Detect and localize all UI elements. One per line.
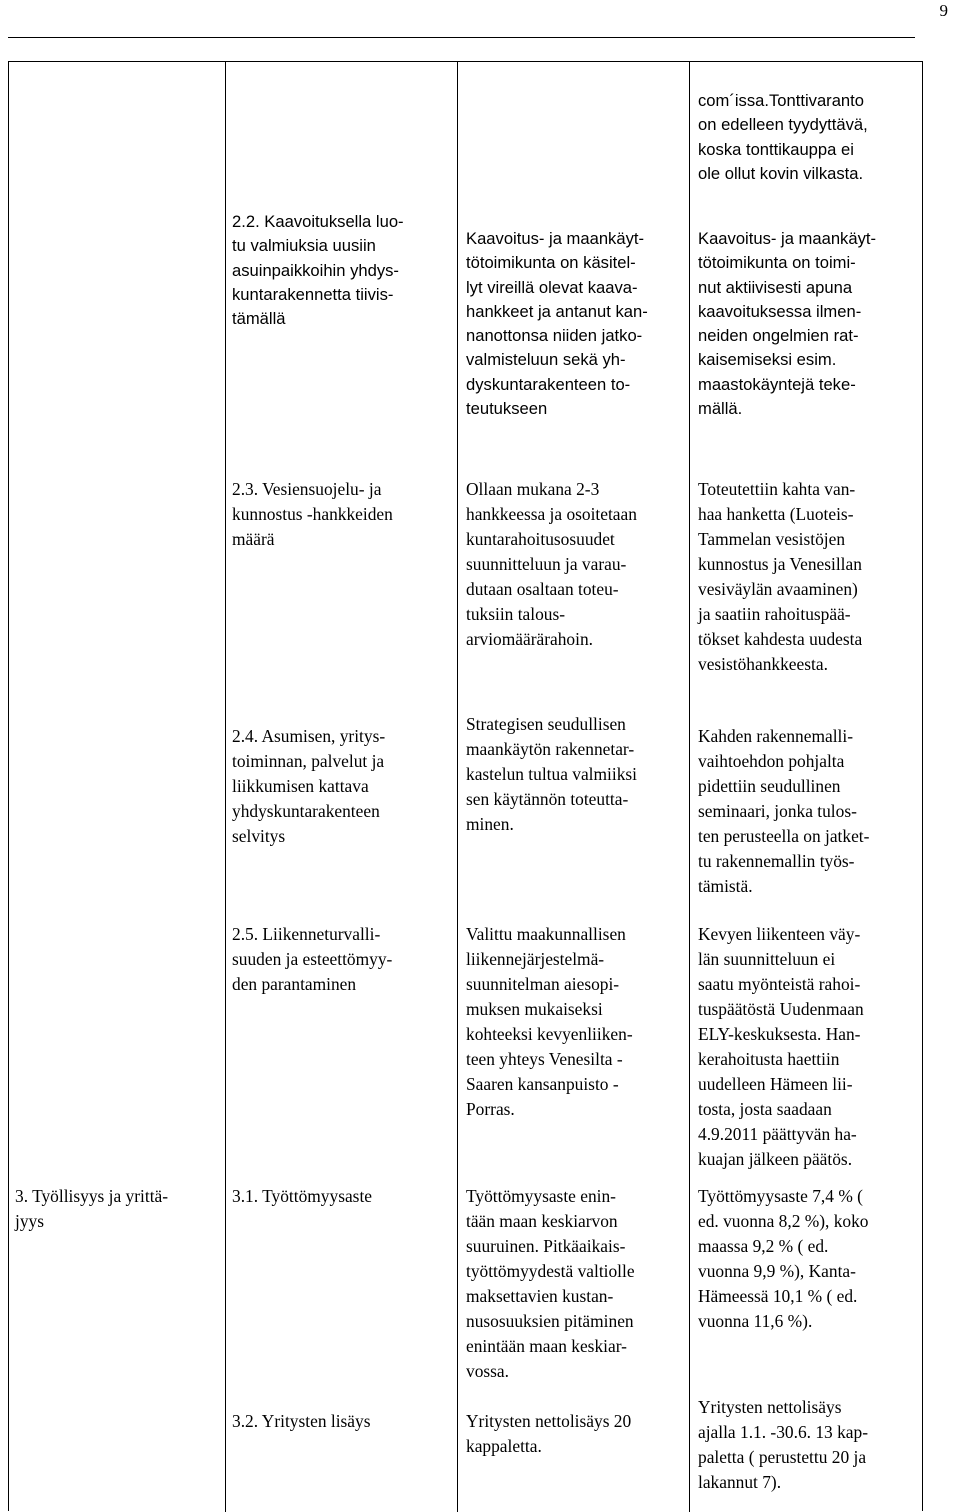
result-cell: Kahden rakennemalli- vaihtoehdon pohjalta pidettiin seudullinen seminaari, jonka tulos- ten perusteella on jatket- tu rakennemallin työs- tämistä. <box>698 726 870 896</box>
result-cell: Kevyen liikenteen väy- län suunnitteluun ei saatu myönteistä rahoi- tuspäätöstä Uudenmaan ELY-keskuksesta. Han- kerahoitusta haettiin uudelleen Hämeen lii- tosta, josta saadaan 4.9.2011 päättyvän ha- kuajan jälkeen päätös. <box>698 924 864 1169</box>
goal-cell: Strategisen seudullisen maankäytön rakennetar- kastelun tultua valmiiksi sen käytännön toteutta- minen. <box>466 714 637 834</box>
goal-cell: Ollaan mukana 2-3 hankkeessa ja osoitetaan kuntarahoitusosuudet suunnitteluun ja varau- dutaan osaltaan toteu- tuksiin talous- arviomäärärahoin. <box>466 479 637 649</box>
goal-cell: Yritysten nettolisäys 20 kappaletta. <box>466 1411 632 1456</box>
column-divider-1 <box>225 61 226 1512</box>
result-cell: Yritysten nettolisäys ajalla 1.1. -30.6. 13 kap- paletta ( perustettu 20 ja lakannut 7). <box>698 1397 868 1492</box>
header-rule <box>8 37 915 38</box>
indicator-cell: 2.5. Liikenneturvalli- suuden ja esteettömyy- den parantaminen <box>232 924 393 994</box>
goal-cell: Valittu maakunnallisen liikennejärjestelmä- suunnitelman aiesopi- muksen mukaiseksi kohteeksi kevyenliiken- teen yhteys Venesilta - Saaren kansanpuisto - Porras. <box>466 924 633 1119</box>
indicator-cell: 3.2. Yritysten lisäys <box>232 1411 371 1431</box>
result-cell: Työttömyysaste 7,4 % ( ed. vuonna 8,2 %), koko maassa 9,2 % ( ed. vuonna 9,9 %), Kanta- Hämeessä 10,1 % ( ed. vuonna 11,6 %). <box>698 1186 869 1331</box>
goal-cell: Työttömyysaste enin- tään maan keskiarvon suuruinen. Pitkäaikais- työttömyydestä valtiolle maksettavien kustan- nusosuuksien pitäminen enintään maan keskiar- vossa. <box>466 1186 635 1381</box>
indicator-cell: 2.2. Kaavoituksella luo- tu valmiuksia uusiin asuinpaikkoihin yhdys- kuntarakennetta tiivis- tämällä <box>232 212 404 329</box>
indicator-cell: 2.3. Vesiensuojelu- ja kunnostus -hankkeiden määrä <box>232 479 393 549</box>
indicator-cell: 3.1. Työttömyysaste <box>232 1186 372 1206</box>
column-divider-3 <box>689 61 690 1512</box>
page-number: 9 <box>939 1 948 20</box>
column-divider-2 <box>457 61 458 1512</box>
result-cell: Kaavoitus- ja maankäyt- tötoimikunta on toimi- nut aktiivisesti apuna kaavoituksessa ilmen- neiden ongelmien rat- kaisemiseksi esim. maastokäyntejä teke- mällä. <box>698 229 877 419</box>
indicator-cell: 2.4. Asumisen, yritys- toiminnan, palvelut ja liikkumisen kattava yhdyskuntarakenteen selvitys <box>232 726 386 846</box>
result-cell: Toteutettiin kahta van- haa hanketta (Luoteis- Tammelan vesistöjen kunnostus ja Venesillan vesiväylän avaaminen) ja saatiin rahoituspää- tökset kahdesta uudesta vesistöhankkeesta. <box>698 479 863 674</box>
result-cell: com´issa.Tonttivaranto on edelleen tyydyttävä, koska tonttikauppa ei ole ollut kovin vilkasta. <box>698 91 868 183</box>
category-cell: 3. Työllisyys ja yrittä- jyys <box>15 1186 169 1231</box>
goal-cell: Kaavoitus- ja maankäyt- tötoimikunta on käsitel- lyt vireillä olevat kaava- hankkeet ja antanut kan- nanottonsa niiden jatko- valmisteluun sekä yh- dyskuntarakenteen to- teutukseen <box>466 229 648 419</box>
